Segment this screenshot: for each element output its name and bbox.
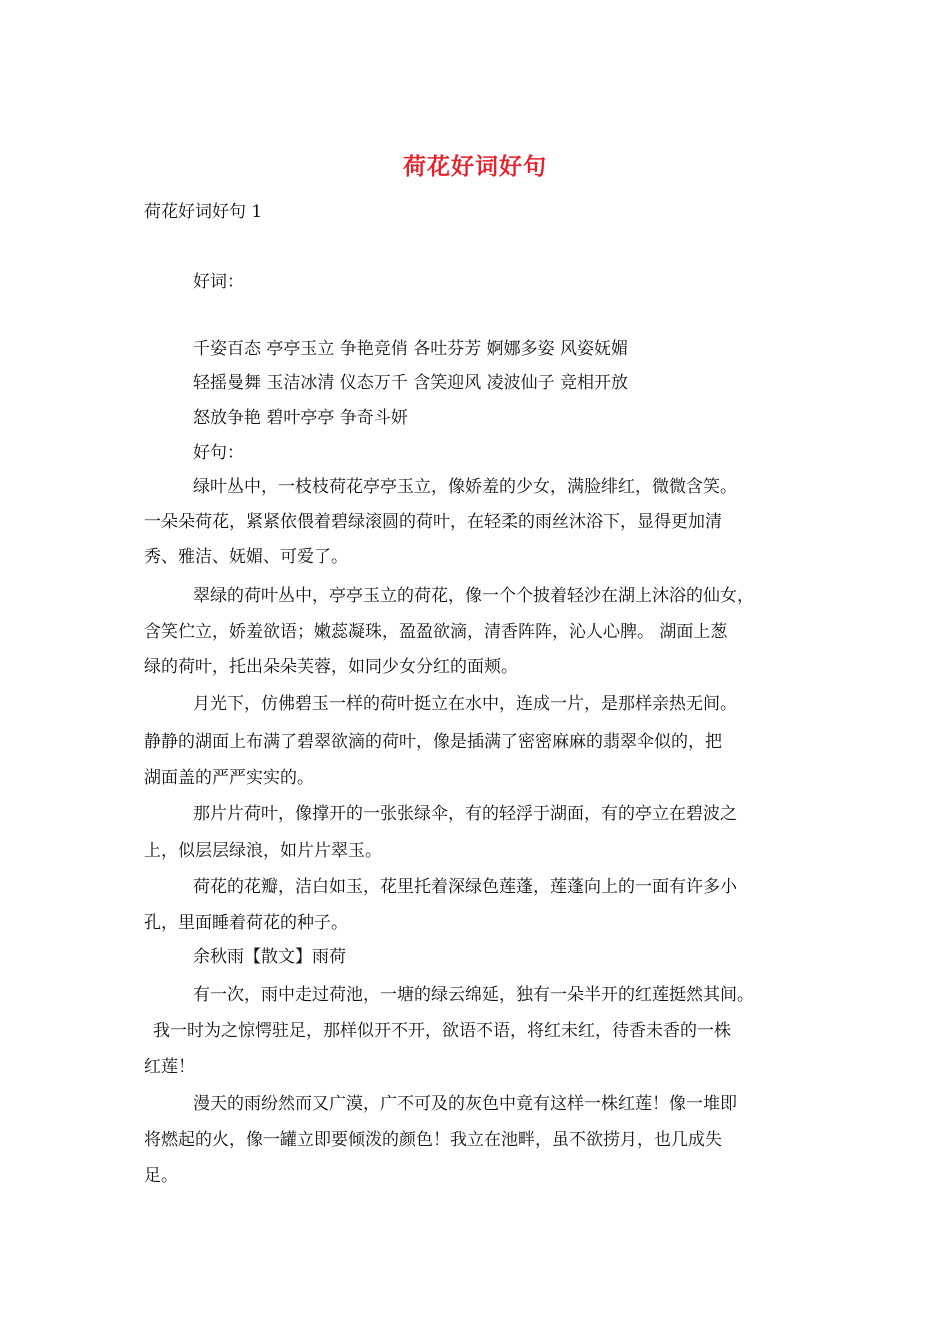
paragraph-line: 绿叶丛中，一枝枝荷花亭亭玉立，像娇羞的少女，满脸绯红，微微含笑。 (193, 477, 737, 497)
paragraph-line: 那片片荷叶，像撑开的一张张绿伞，有的轻浮于湖面，有的亭立在碧波之 (193, 804, 737, 824)
paragraph-line: 湖面盖的严严实实的。 (144, 768, 314, 788)
essay-heading: 余秋雨【散文】雨荷 (193, 947, 346, 967)
essay-line: 足。 (144, 1166, 178, 1186)
section-subtitle: 荷花好词好句 1 (144, 202, 263, 222)
words-heading: 好词： (193, 272, 244, 292)
paragraph-line: 荷花的花瓣，洁白如玉，花里托着深绿色莲蓬，莲蓬向上的一面有许多小 (193, 877, 737, 897)
words-line: 怒放争艳 碧叶亭亭 争奇斗妍 (193, 408, 408, 428)
words-line: 轻摇曼舞 玉洁冰清 仪态万千 含笑迎风 凌波仙子 竞相开放 (193, 373, 629, 393)
paragraph-line: 上，似层层绿浪，如片片翠玉。 (144, 841, 382, 861)
sentences-heading: 好句： (193, 443, 244, 463)
document-title: 荷花好词好句 (403, 153, 547, 180)
essay-line: 有一次，雨中走过荷池，一塘的绿云绵延，独有一朵半开的红莲挺然其间。 (193, 985, 754, 1005)
paragraph-line: 月光下，仿佛碧玉一样的荷叶挺立在水中，连成一片，是那样亲热无间。 (193, 694, 737, 714)
paragraph-line: 含笑伫立，娇羞欲语；嫩蕊凝珠，盈盈欲滴，清香阵阵，沁人心脾。 湖面上葱 (144, 622, 728, 642)
paragraph-line: 孔，里面睡着荷花的种子。 (144, 913, 348, 933)
essay-line: 红莲！ (144, 1057, 195, 1077)
paragraph-line: 一朵朵荷花，紧紧依偎着碧绿滚圆的荷叶，在轻柔的雨丝沐浴下，显得更加清 (144, 512, 722, 532)
essay-line: 将燃起的火，像一罐立即要倾泼的颜色！我立在池畔，虽不欲捞月，也几成失 (144, 1130, 722, 1150)
essay-line: 漫天的雨纷然而又广漠，广不可及的灰色中竟有这样一株红莲！像一堆即 (193, 1094, 737, 1114)
paragraph-line: 绿的荷叶，托出朵朵芙蓉，如同少女分红的面颊。 (144, 657, 518, 677)
words-line: 千姿百态 亭亭玉立 争艳竞俏 各吐芬芳 婀娜多姿 风姿妩媚 (193, 339, 629, 359)
essay-line: 我一时为之惊愕驻足，那样似开不开，欲语不语，将红未红，待香未香的一株 (153, 1021, 731, 1041)
paragraph-line: 静静的湖面上布满了碧翠欲滴的荷叶，像是插满了密密麻麻的翡翠伞似的，把 (144, 732, 722, 752)
paragraph-line: 翠绿的荷叶丛中，亭亭玉立的荷花，像一个个披着轻沙在湖上沐浴的仙女， (193, 586, 754, 606)
paragraph-line: 秀、雅洁、妩媚、可爱了。 (144, 547, 348, 567)
